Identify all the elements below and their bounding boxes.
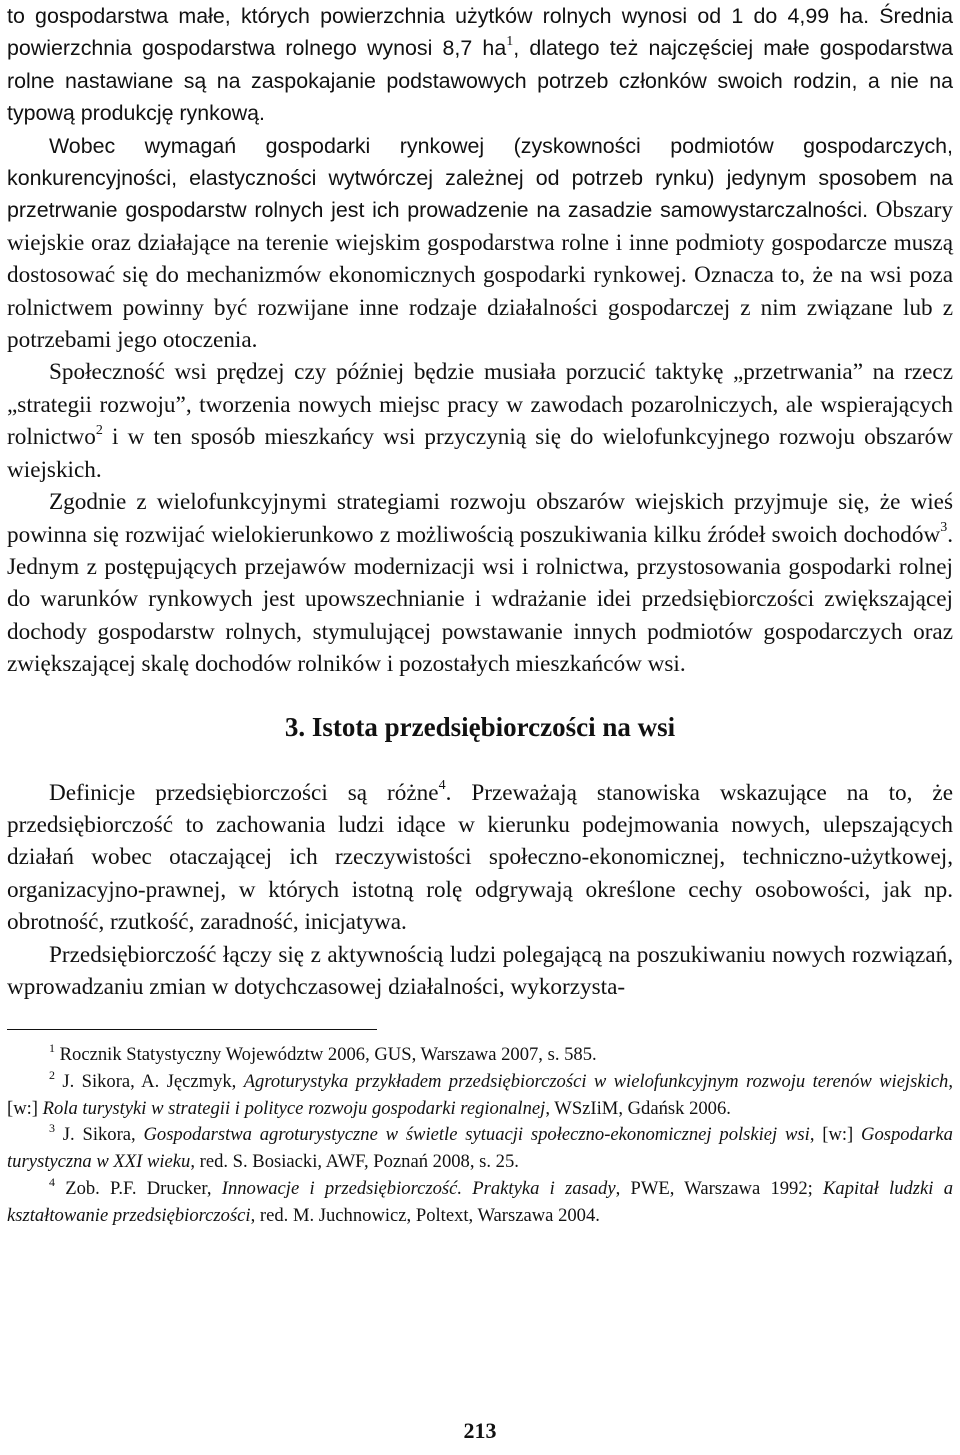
footnote-2-title-1: Agroturystyka przykładem przedsiębiorczości w wielofunkcyjnym rozwoju terenów wiejskich	[243, 1071, 949, 1093]
paragraph-4	[7, 486, 953, 680]
paragraph-4-part-a: Zgodnie z wielofunkcyjnymi strategiami rozwoju obszarów wiejskich przyjmuje się, że wieś powinna się rozwijać wielokierunkowo z możliwością poszukiwania kilku źródeł swoich dochodów	[7, 489, 953, 548]
paragraph-6: Przedsiębiorczość łączy się z aktywnością ludzi polegającą na poszukiwaniu nowych rozwiązań, wprowadzaniu zmian w dotychczasowej działalności, wykorzysta-	[7, 941, 953, 1000]
paragraph-1-part-b: , dlatego też najczęściej małe gospodarstwa rolne nastawiane są na zaspokajanie podstawowych potrzeb członków swoich rodzin, a nie na typową produkcję rynkową.	[7, 36, 953, 126]
footnote-ref-3[interactable]: 3	[940, 519, 948, 535]
paragraph-5	[7, 777, 953, 939]
paragraph-3-part-b: i w ten sposób mieszkańcy wsi przyczynią się do wielofunkcyjnego rozwoju obszarów wiejskich.	[7, 424, 953, 483]
footnote-ref-4[interactable]: 4	[438, 777, 446, 793]
footnote-ref-2[interactable]: 2	[95, 422, 103, 438]
footnote-3-text-1: J. Sikora,	[62, 1124, 144, 1146]
footnote-4-text-2: , PWE, Warszawa 1992;	[615, 1177, 824, 1199]
paragraph-5-part-a: Definicje przedsiębiorczości są różne	[49, 779, 439, 806]
paragraph-5-part-b: . Przeważają stanowiska wskazujące na to, że przedsiębiorczość to zachowania ludzi idące w kierunku podejmowania nowych, ulepszających działań wobec otaczającej ich rzeczywistości społeczno-ekonomicznej, techniczno-użytkowej, organizacyjno-prawnej, w których istotną rolę odgrywają określone cechy osobowości, jak np. obrotność, rzutkość, zaradność, inicjatywa.	[7, 779, 954, 936]
footnote-3-title-2: Gospodarka turystyczna w XXI wieku	[7, 1124, 953, 1173]
footnote-separator	[7, 1029, 377, 1030]
footnote-2-title-2: Rola turystyki w strategii i polityce rozwoju gospodarki regionalnej	[42, 1097, 546, 1119]
footnote-3	[7, 1122, 953, 1175]
footnote-4-text-1: Zob. P.F. Drucker,	[65, 1177, 222, 1199]
footnote-2	[7, 1069, 953, 1122]
footnote-4	[7, 1176, 953, 1229]
footnote-4-title-1: Innowacje i przedsiębiorczość. Praktyka i zasady	[221, 1177, 616, 1199]
footnote-4-number: 4	[49, 1174, 55, 1189]
footnote-4-text-3: , red. M. Juchnowicz, Poltext, Warszawa 2004.	[250, 1204, 600, 1226]
footnote-3-title-1: Gospodarstwa agroturystyczne w świetle sytuacji społeczno-ekonomicznej polskiej wsi	[143, 1124, 810, 1146]
footnote-4-title-2: Kapitał ludzki a kształtowanie przedsiębiorczości	[7, 1177, 953, 1226]
paragraph-1-part-a: to gospodarstwa małe, których powierzchnia użytków rolnych wynosi od 1 do 4,99 ha. Średnia powierzchnia gospodarstwa rolnego wynosi 8,7 ha	[7, 4, 953, 61]
footnote-1-text: Rocznik Statystyczny Województw 2006, GUS, Warszawa 2007, s. 585.	[59, 1044, 597, 1066]
footnote-2-text-1: J. Sikora, A. Jęczmyk,	[62, 1071, 244, 1093]
footnote-1-number: 1	[49, 1041, 55, 1056]
footnote-2-number: 2	[49, 1067, 55, 1082]
footnote-3-number: 3	[49, 1121, 55, 1136]
paragraph-2	[7, 130, 953, 357]
paragraph-3-part-a: Społeczność wsi prędzej czy później będzie musiała porzucić taktykę „przetrwania” na rzecz „strategii rozwoju”, tworzenia nowych miejsc pracy w zawodach pozarolniczych, ale wspierających rolnictwo	[7, 359, 953, 451]
page-number: 213	[463, 1418, 497, 1443]
footnote-3-text-3: , red. S. Bosiacki, AWF, Poznań 2008, s. 25.	[190, 1151, 519, 1173]
paragraph-4-part-b: . Jednym z postępujących przejawów modernizacji wsi i rolnictwa, przystosowania gospodarki rolnej do warunków rynkowych jest upowszechnianie i wdrażanie idei przedsiębiorczości zwiększającej dochody gospodarstw rolnych, stymulującej powstawanie innych podmiotów gospodarczych oraz zwiększającej skalę dochodów rolników i pozostałych mieszkańców wsi.	[7, 521, 953, 678]
footnotes	[7, 1042, 953, 1229]
footnote-ref-1[interactable]: 1	[506, 33, 514, 49]
page	[7, 0, 953, 1229]
footnote-1	[7, 1042, 953, 1069]
body-text	[7, 0, 953, 681]
footnote-2-text-2: , [w:]	[7, 1071, 954, 1119]
footnote-3-text-2: , [w:]	[809, 1124, 862, 1146]
paragraph-1	[7, 0, 953, 130]
body-text-section-3	[7, 777, 953, 1004]
section-heading: 3. Istota przedsiębiorczości na wsi	[284, 711, 676, 742]
paragraph-2-serif: Obszary wiejskie oraz działające na terenie wiejskim gospodarstwa rolne i inne podmioty gospodarcze muszą dostosować się do mechanizmów ekonomicznych gospodarki rynkowej. Oznacza to, że na wsi poza rolnictwem powinny być rozwijane inne rodzaje działalności gospodarczej z nim związane lub z potrzebami jego otoczenia.	[7, 197, 953, 354]
footnote-2-text-3: , WSzIiM, Gdańsk 2006.	[545, 1097, 731, 1119]
paragraph-3	[7, 356, 953, 486]
paragraph-2-sans: Wobec wymagań gospodarki rynkowej (zyskowności podmiotów gospodarczych, konkurencyjności, elastyczności wytwórczej zależnej od potrzeb rynku) jedynym sposobem na przetrwanie gospodarstw rolnych jest ich prowadzenie na zasadzie samowystarczalności.	[7, 133, 953, 223]
